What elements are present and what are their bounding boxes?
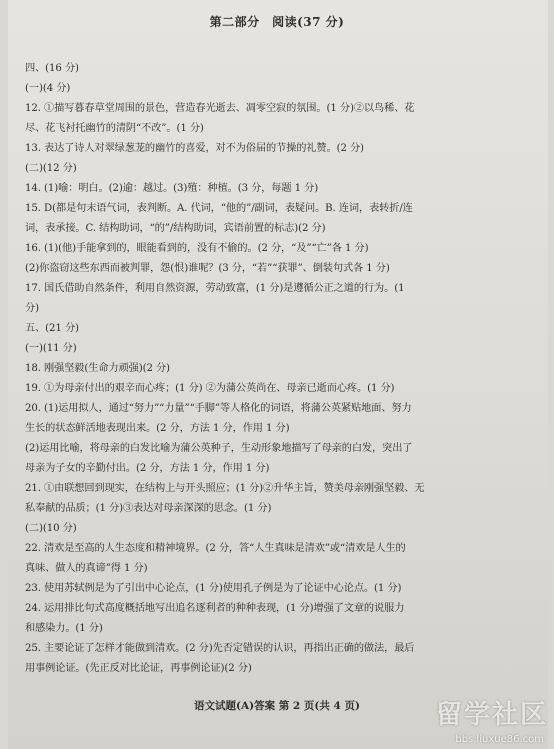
answer-line: 用事例论证。(先正反对比论证，再事例论证)(2 分) <box>25 663 252 674</box>
answer-line: 12. ①描写暮春草堂周围的景色，营造春光逝去、凋零空寂的氛围。(1 分)②以鸟稀、花 <box>25 103 415 114</box>
answer-line: (2)你盗窃这些东西而被判罪，怨(恨)谁呢？(3 分，“若”“获罪”、倒装句式各 1 分) <box>25 263 390 274</box>
answer-line: (二)(10 分) <box>25 523 77 534</box>
page-footer: 语文试题(A)答案 第 2 页(共 4 页) <box>194 700 360 712</box>
section-title: 第二部分 阅读(37 分) <box>209 15 345 29</box>
answer-line: 14. (1)喻：明白。(2)逾：越过。(3)殖：种植。(3 分，每题 1 分) <box>25 183 319 194</box>
answer-line: (2)运用比喻，将母亲的白发比喻为蒲公英种子，生动形象地描写了母亲的白发，突出了 <box>25 443 413 454</box>
answer-line: 和感染力。(1 分) <box>25 623 103 634</box>
answer-line: 20. (1)运用拟人，通过“努力”“力量”“手脚”等人格化的词语，将蒲公英紧贴地面、努力 <box>25 403 412 414</box>
answer-line: 21. ①由联想回到现实，在结构上与开头照应；(1 分)②升华主旨，赞美母亲刚强坚毅、无 <box>25 483 425 494</box>
answer-line: 生长的状态鲜活地表现出来。(2 分，方法 1 分，作用 1 分) <box>25 423 290 434</box>
watermark-url: bbs.liuxue86.com <box>455 734 544 745</box>
answer-line: 真味、做人的真谛”得 1 分) <box>25 563 148 574</box>
answer-line: 25. 主要论证了怎样才能做到清欢。(2 分)先否定错误的认识，再指出正确的做法，最后 <box>25 643 415 654</box>
answer-line: 17. 国氏借助自然条件，利用自然资源，劳动致富，(1 分)是遵循公正之道的行为。(1 <box>25 283 405 294</box>
answer-line: 22. 清欢是至高的人生态度和精神境界。(2 分，答“人生真味是清欢”或“清欢是人生的 <box>25 543 406 554</box>
watermark-logo: 留学社区 <box>435 700 548 730</box>
answer-line: (一)(4 分) <box>25 83 71 94</box>
answer-line: 四、(16 分) <box>25 63 79 74</box>
answer-line: 16. (1)(他)手能拿到的，眼能看到的，没有不偷的。(2 分，“及”“亡”各 1 分) <box>25 243 369 254</box>
answer-line: (一)(11 分) <box>25 343 77 354</box>
answer-line: (二)(12 分) <box>25 163 77 174</box>
answer-line: 24. 运用排比句式高度概括地写出追名逐利者的种种表现，(1 分)增强了文章的说服力 <box>25 603 405 614</box>
answer-line: 19. ①为母亲付出的艰辛而心疼；(1 分) ②为蒲公英尚在、母亲已逝而心疼。(1 分) <box>25 383 395 394</box>
answer-line: 尽、花飞衬托幽竹的清阴“不改”。(1 分) <box>25 123 204 134</box>
answer-text-body <box>25 62 530 682</box>
answer-line: 15. D(都是句末语气词，表判断。A. 代词，“他的”/副词，表疑问。B. 连词，表转折/连 <box>25 203 413 214</box>
answer-line: 13. 表达了诗人对翠绿葱茏的幽竹的喜爱，对不为俗届的节操的礼赞。(2 分) <box>25 143 364 154</box>
answer-line: 五、(21 分) <box>25 323 79 334</box>
answer-line: 18. 刚强坚毅(生命力顽强)(2 分) <box>25 363 170 374</box>
answer-line: 23. 使用苏轼例是为了引出中心论点，(1 分)使用孔子例是为了论证中心论点。(1 分) <box>25 583 402 594</box>
answer-line: 分) <box>25 303 39 314</box>
answer-line: 词，表承接。C. 结构助词，“的”/结构助词，宾语前置的标志)(2 分) <box>25 223 326 234</box>
answer-line: 私奉献的品质；(1 分)③表达对母亲深深的思念。(1 分) <box>25 503 272 514</box>
answer-line: 母亲为子女的辛勤付出。(2 分，方法 1 分，作用 1 分) <box>25 463 270 474</box>
